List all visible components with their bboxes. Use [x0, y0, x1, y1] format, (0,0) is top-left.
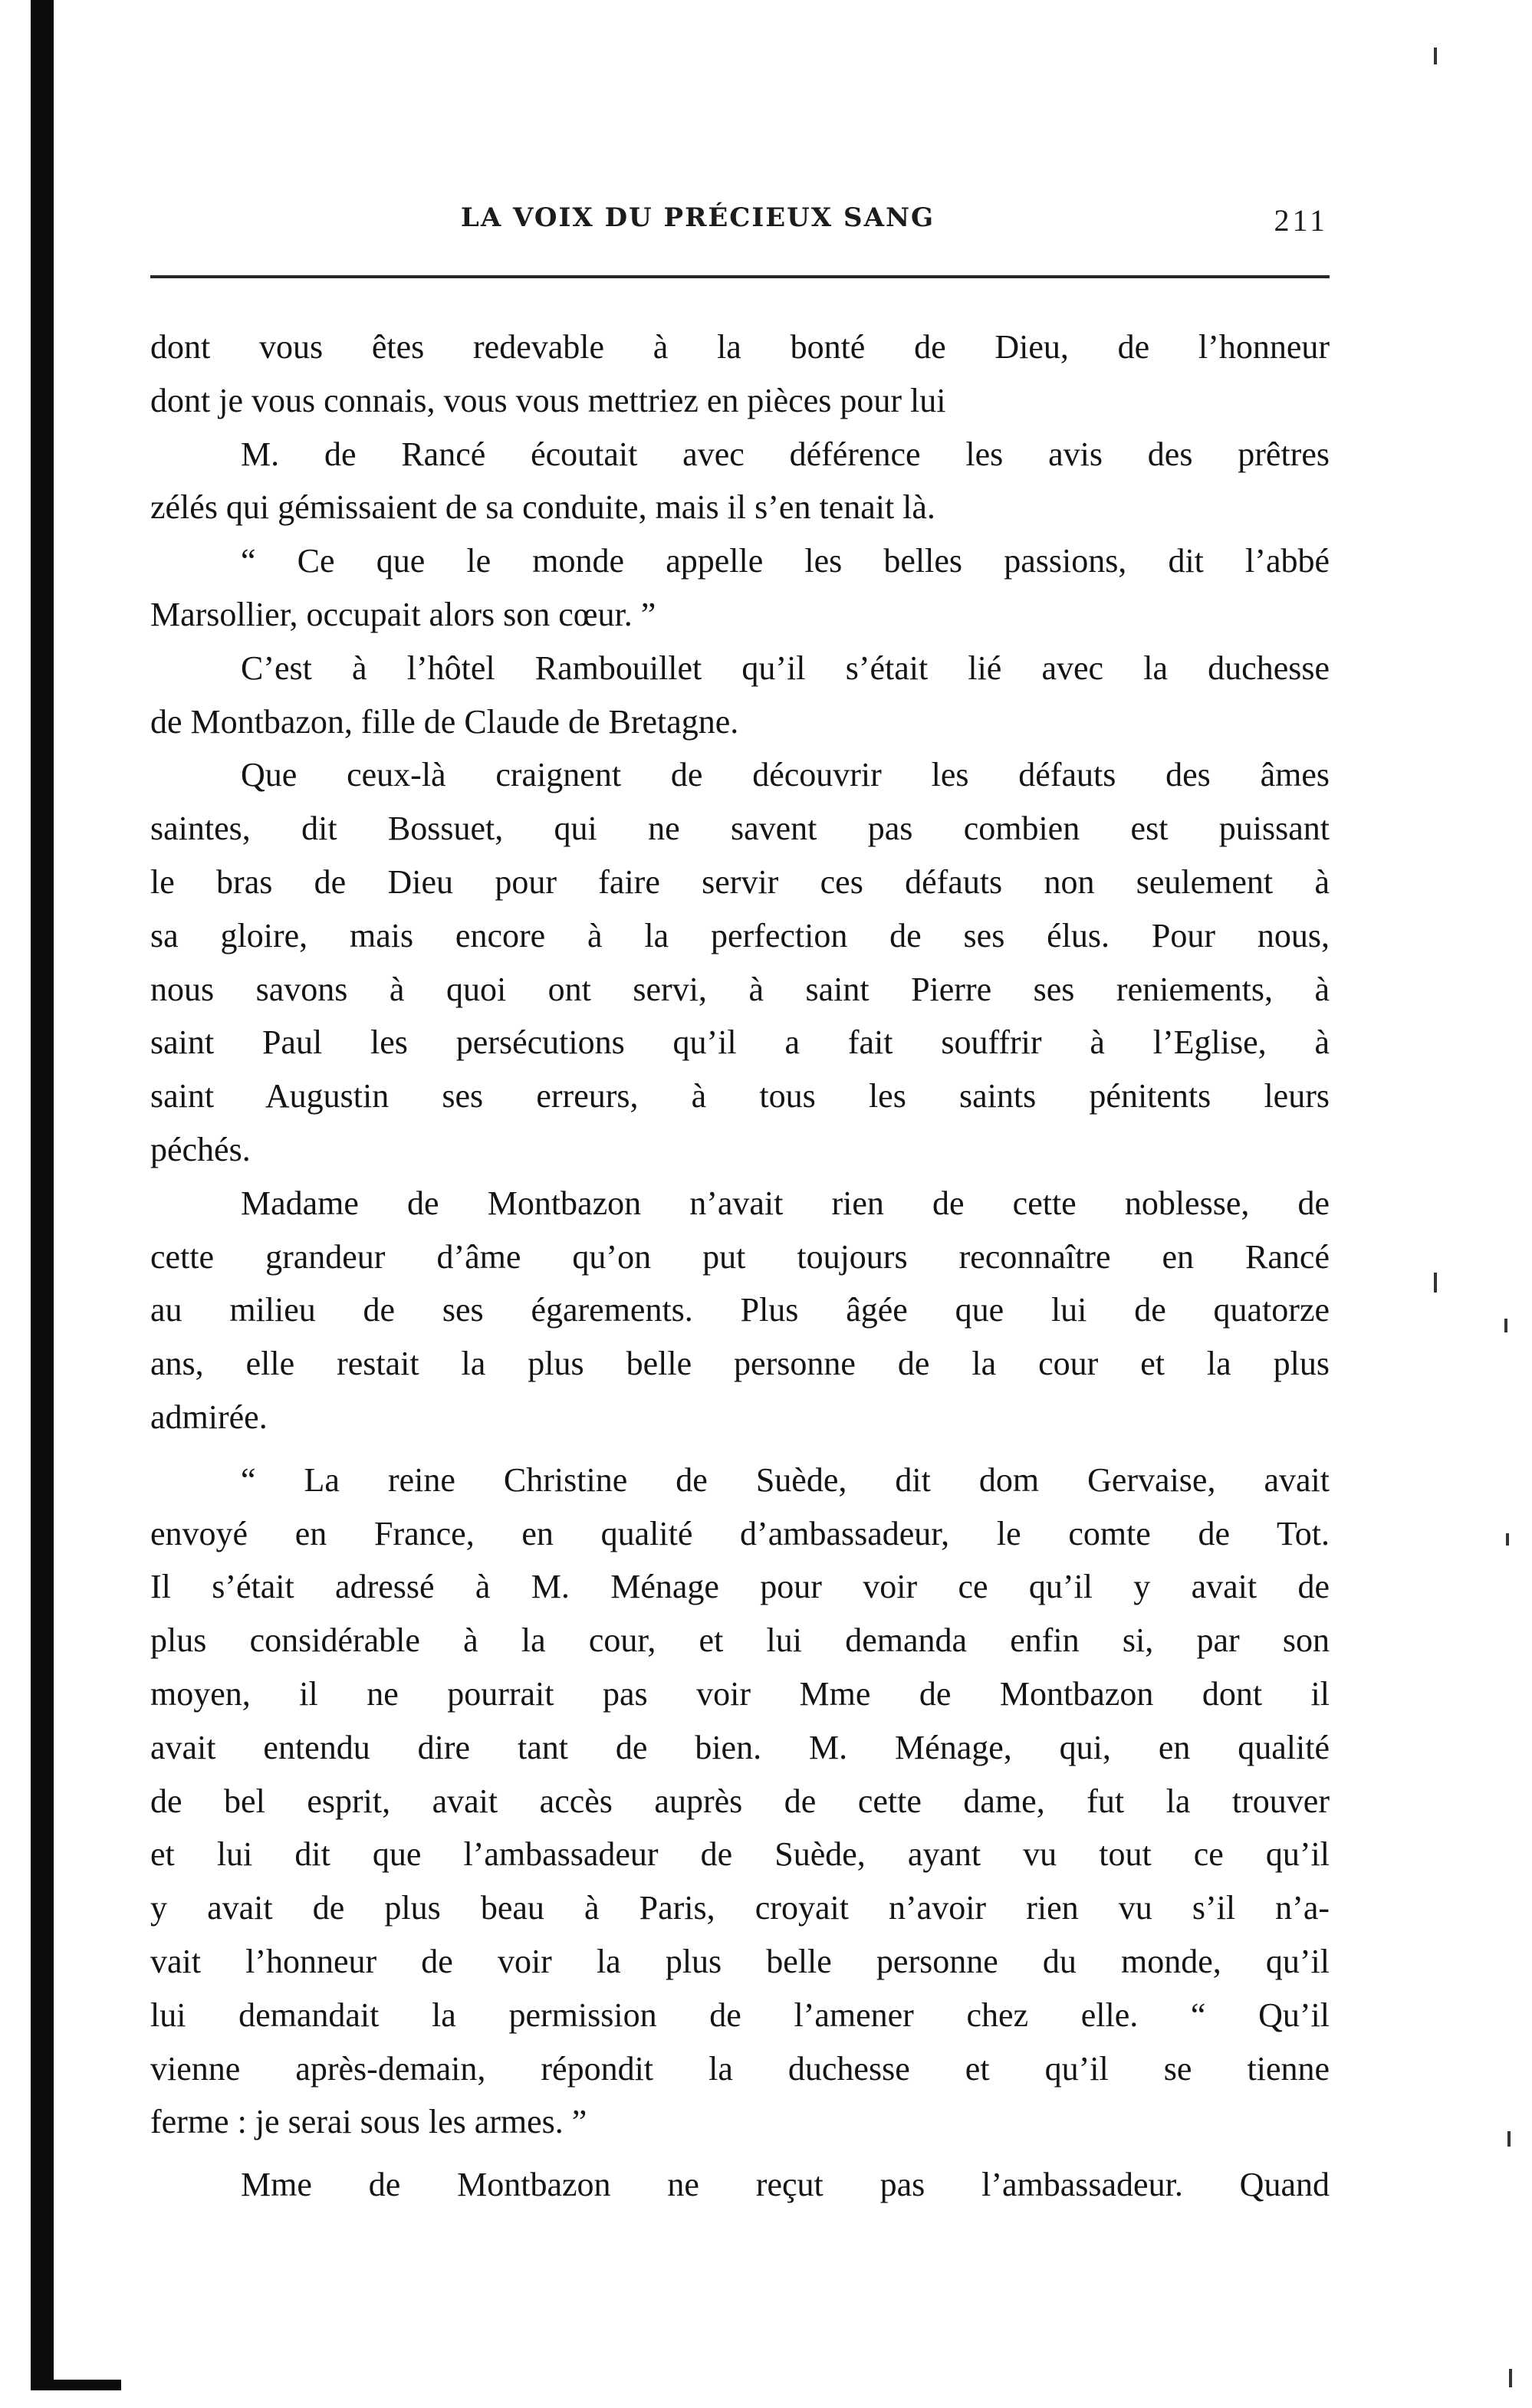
text-line: Il s’était adressé à M. Ménage pour voir ce qu’il y avait de: [150, 1568, 1330, 1606]
text-line: y avait de plus beau à Paris, croyait n’avoir rien vu s’il n’a-: [150, 1889, 1330, 1927]
scan-speck: [1504, 1319, 1507, 1332]
scan-binding-shadow: [31, 0, 54, 2390]
header-rule: [150, 275, 1330, 278]
scan-binding-shadow-foot: [31, 2380, 121, 2390]
text-line: péchés.: [150, 1130, 251, 1168]
text-line: C’est à l’hôtel Rambouillet qu’il s’était lié avec la duchesse: [241, 649, 1330, 687]
text-line: Mme de Montbazon ne reçut pas l’ambassadeur. Quand: [241, 2166, 1330, 2204]
text-line: lui demandait la permission de l’amener chez elle. “ Qu’il: [150, 1996, 1330, 2034]
text-line: de Montbazon, fille de Claude de Bretagne.: [150, 702, 739, 741]
text-line: vienne après-demain, répondit la duchesse et qu’il se tienne: [150, 2049, 1330, 2088]
text-line: zélés qui gémissaient de sa conduite, mais il s’en tenait là.: [150, 488, 935, 527]
text-line: dont vous êtes redevable à la bonté de Dieu, de l’honneur: [150, 328, 1330, 366]
text-line: Que ceux-là craignent de découvrir les défauts des âmes: [241, 756, 1330, 794]
paragraph-gap: [150, 1444, 1330, 1454]
text-line: le bras de Dieu pour faire servir ces défauts non seulement à: [150, 862, 1330, 901]
running-header: [146, 198, 1328, 248]
text-line: ferme : je serai sous les armes. ”: [150, 2103, 587, 2141]
text-line: de bel esprit, avait accès auprès de cette dame, fut la trouver: [150, 1782, 1330, 1820]
text-line: et lui dit que l’ambassadeur de Suède, ayant vu tout ce qu’il: [150, 1835, 1330, 1874]
text-line: vait l’honneur de voir la plus belle personne du monde, qu’il: [150, 1942, 1330, 1980]
text-line: Marsollier, occupait alors son cœur. ”: [150, 595, 656, 633]
text-line: nous savons à quoi ont servi, à saint Pierre ses reniements, à: [150, 970, 1330, 1008]
text-line: ans, elle restait la plus belle personne de la cour et la plus: [150, 1345, 1330, 1383]
text-line: saint Paul les persécutions qu’il a fait souffrir à l’Eglise, à: [150, 1023, 1330, 1062]
text-line: admirée.: [150, 1398, 268, 1436]
text-line: envoyé en France, en qualité d’ambassadeur, le comte de Tot.: [150, 1514, 1330, 1552]
text-line: Madame de Montbazon n’avait rien de cette noblesse, de: [241, 1184, 1330, 1222]
scan-speck: [1434, 48, 1437, 64]
text-line: avait entendu dire tant de bien. M. Ménage, qui, en qualité: [150, 1728, 1330, 1766]
text-line: moyen, il ne pourrait pas voir Mme de Montbazon dont il: [150, 1674, 1330, 1713]
text-line: saint Augustin ses erreurs, à tous les saints pénitents leurs: [150, 1077, 1330, 1115]
running-title: LA VOIX DU PRÉCIEUX SANG: [460, 202, 935, 233]
text-line: dont je vous connais, vous vous mettriez en pièces pour lui: [150, 381, 946, 419]
body-text: [150, 320, 1330, 2212]
scan-speck: [1434, 1273, 1437, 1293]
scan-speck: [1507, 2131, 1511, 2147]
text-line: M. de Rancé écoutait avec déférence les avis des prêtres: [241, 435, 1330, 473]
text-line: plus considérable à la cour, et lui demanda enfin si, par son: [150, 1621, 1330, 1660]
page-number: 211: [1274, 203, 1328, 238]
paragraph-gap: [150, 2149, 1330, 2158]
text-line: cette grandeur d’âme qu’on put toujours reconnaître en Rancé: [150, 1237, 1330, 1276]
text-line: au milieu de ses égarements. Plus âgée que lui de quatorze: [150, 1291, 1330, 1329]
text-line: “ La reine Christine de Suède, dit dom Gervaise, avait: [241, 1460, 1330, 1499]
text-line: saintes, dit Bossuet, qui ne savent pas combien est puissant: [150, 810, 1330, 848]
scan-speck: [1506, 1533, 1509, 1546]
text-line: “ Ce que le monde appelle les belles passions, dit l’abbé: [241, 542, 1330, 580]
text-line: sa gloire, mais encore à la perfection de ses élus. Pour nous,: [150, 916, 1330, 954]
scan-speck: [1509, 2369, 1512, 2387]
